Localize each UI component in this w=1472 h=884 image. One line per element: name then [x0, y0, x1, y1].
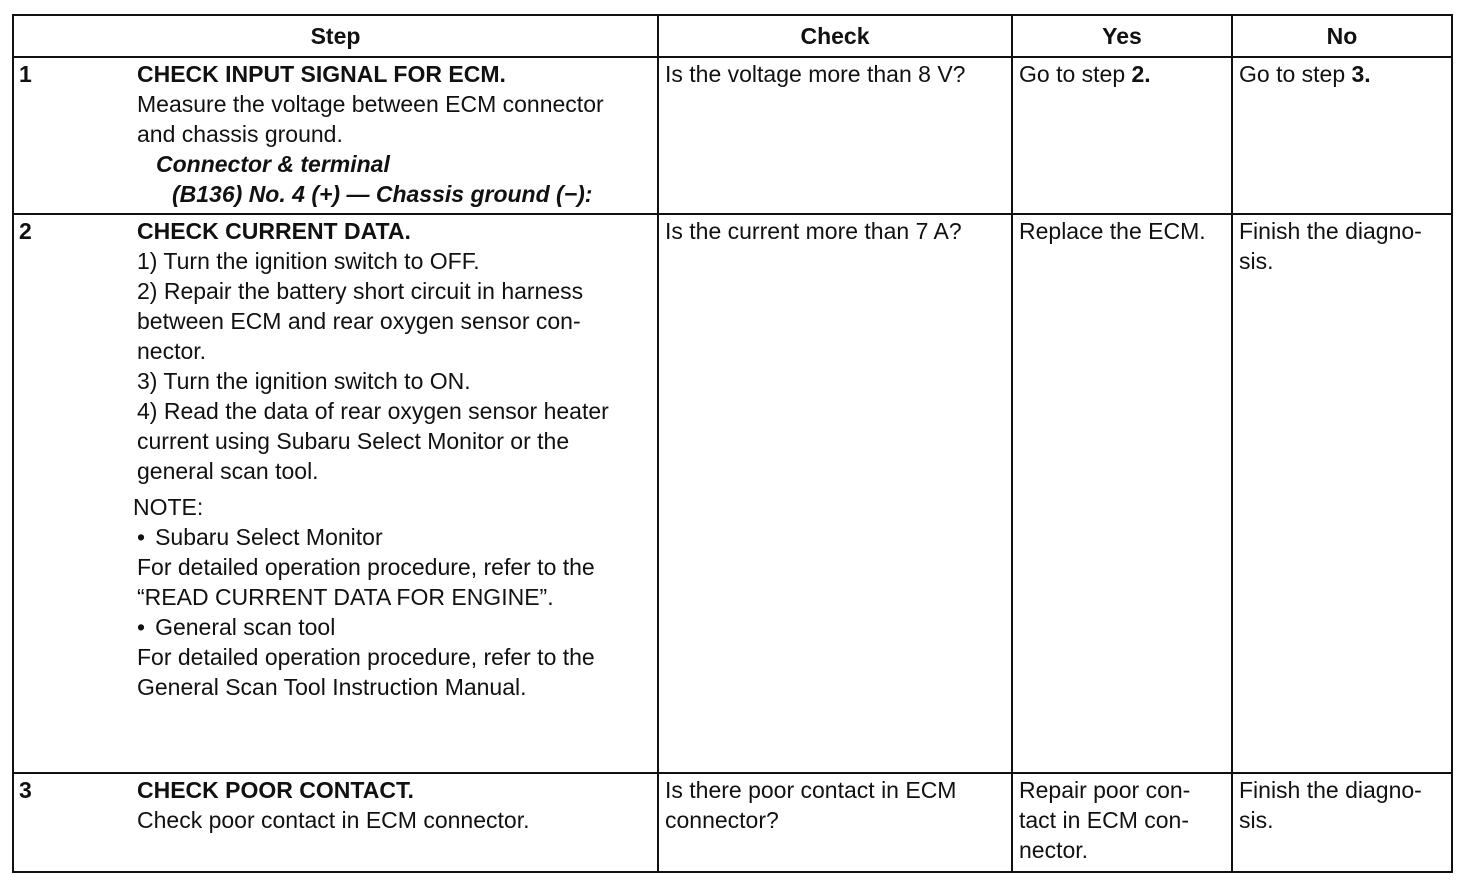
check-cell	[658, 214, 1012, 773]
step-body	[137, 774, 657, 835]
yes-prefix: Go to step	[1019, 61, 1132, 87]
step-line: current using Subaru Select Monitor or the	[137, 428, 570, 454]
no-line: sis.	[1239, 248, 1274, 274]
step-line: 1) Turn the ignition switch to OFF.	[137, 248, 480, 274]
note-line: General Scan Tool Instruction Manual.	[137, 674, 527, 700]
check-cell	[658, 773, 1012, 872]
step-title: CHECK CURRENT DATA.	[137, 218, 411, 244]
no-prefix: Go to step	[1239, 61, 1352, 87]
table-row	[13, 214, 1452, 773]
table-row	[13, 773, 1452, 872]
check-text	[659, 774, 1011, 835]
no-cell	[1232, 773, 1452, 872]
step-title: CHECK POOR CONTACT.	[137, 777, 414, 803]
step-line: 3) Turn the ignition switch to ON.	[137, 368, 471, 394]
note-line: “READ CURRENT DATA FOR ENGINE”.	[137, 584, 554, 610]
yes-cell	[1012, 57, 1232, 214]
header-step: Step	[13, 15, 658, 57]
step-line: 2) Repair the battery short circuit in harness	[137, 278, 584, 304]
yes-step-ref: 2.	[1131, 61, 1151, 87]
step-title: CHECK INPUT SIGNAL FOR ECM.	[137, 61, 506, 87]
step-body	[133, 215, 657, 702]
no-line: Finish the diagno-	[1239, 777, 1422, 803]
step-cell	[13, 57, 658, 214]
header-row	[13, 15, 1452, 57]
connector-title: Connector & terminal	[156, 151, 390, 177]
note-line: For detailed operation procedure, refer to the	[137, 554, 595, 580]
no-cell	[1232, 57, 1452, 214]
table-row	[13, 57, 1452, 214]
step-line: nector.	[137, 338, 207, 364]
no-text	[1233, 215, 1451, 276]
no-line: sis.	[1239, 807, 1274, 833]
check-cell	[658, 57, 1012, 214]
check-line: Is there poor contact in ECM	[665, 777, 957, 803]
yes-line: tact in ECM con-	[1019, 807, 1189, 833]
step-line: between ECM and rear oxygen sensor con-	[137, 308, 581, 334]
yes-text	[1013, 774, 1231, 865]
check-text: Is the current more than 7 A?	[665, 218, 962, 244]
step-line: Measure the voltage between ECM connector	[137, 91, 604, 117]
check-text: Is the voltage more than 8 V?	[665, 61, 966, 87]
note-label: NOTE:	[133, 494, 204, 520]
yes-line: nector.	[1019, 837, 1089, 863]
header-check: Check	[658, 15, 1012, 57]
step-line: Check poor contact in ECM connector.	[137, 807, 530, 833]
step-line: and chassis ground.	[137, 121, 343, 147]
yes-text: Replace the ECM.	[1019, 218, 1206, 244]
check-line: connector?	[665, 807, 779, 833]
no-text	[1233, 774, 1451, 835]
yes-cell	[1012, 214, 1232, 773]
note-bullet: • Subaru Select Monitor	[137, 522, 649, 552]
step-number: 3	[19, 777, 32, 803]
yes-text	[1013, 58, 1231, 89]
note-block	[133, 492, 649, 522]
no-line: Finish the diagno-	[1239, 218, 1422, 244]
no-cell	[1232, 214, 1452, 773]
step-body	[137, 58, 657, 209]
step-number: 1	[19, 61, 32, 87]
diagnostic-table	[12, 14, 1453, 873]
header-no: No	[1232, 15, 1452, 57]
yes-line: Repair poor con-	[1019, 777, 1191, 803]
step-line: 4) Read the data of rear oxygen sensor heater	[137, 398, 609, 424]
no-text	[1233, 58, 1451, 89]
no-step-ref: 3.	[1351, 61, 1371, 87]
step-cell	[13, 214, 658, 773]
step-number: 2	[19, 218, 32, 244]
yes-cell	[1012, 773, 1232, 872]
connector-terminal: (B136) No. 4 (+) — Chassis ground (−):	[172, 181, 593, 207]
step-line: general scan tool.	[137, 458, 319, 484]
note-bullet: • General scan tool	[137, 612, 649, 642]
header-yes: Yes	[1012, 15, 1232, 57]
step-cell	[13, 773, 658, 872]
note-line: For detailed operation procedure, refer to the	[137, 644, 595, 670]
